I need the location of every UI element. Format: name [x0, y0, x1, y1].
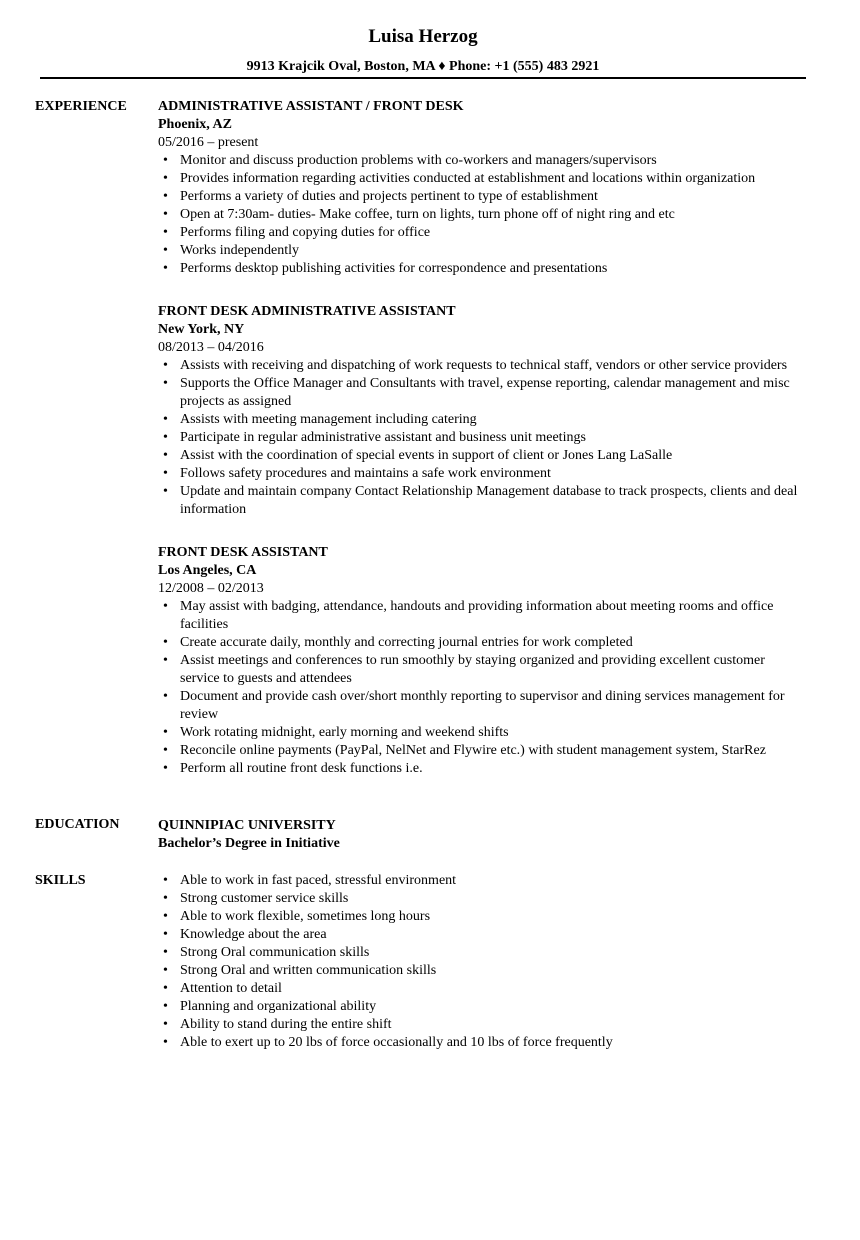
- duty-text: Monitor and discuss production problems with co-workers and managers/supervisors: [180, 153, 657, 168]
- skills-list: [158, 872, 808, 1052]
- job-title: FRONT DESK ASSISTANT: [158, 545, 328, 560]
- job-entry: [158, 303, 808, 519]
- list-item: [158, 742, 808, 760]
- bullet-icon: •: [163, 153, 168, 168]
- duty-text: Update and maintain company Contact Relationship Management database to track prospects, clients and deal information: [180, 484, 798, 517]
- list-item: [158, 890, 808, 908]
- list-item: [158, 465, 808, 483]
- education-heading: EDUCATION: [35, 817, 120, 832]
- bullet-icon: •: [163, 599, 168, 614]
- bullet-icon: •: [163, 1035, 168, 1050]
- list-item: [158, 926, 808, 944]
- duty-text: Assist meetings and conferences to run smoothly by staying organized and providing excellent customer service to guests and attendees: [180, 653, 765, 686]
- list-item: [158, 944, 808, 962]
- list-item: [158, 872, 808, 890]
- duty-text: Assists with meeting management including catering: [180, 412, 477, 427]
- bullet-icon: •: [163, 927, 168, 942]
- header-divider: [40, 77, 806, 79]
- job-dates: 08/2013 – 04/2016: [158, 340, 264, 355]
- list-item: [158, 483, 808, 519]
- bullet-icon: •: [163, 484, 168, 499]
- bullet-icon: •: [163, 430, 168, 445]
- job-duties-list: [158, 357, 808, 519]
- list-item: [158, 998, 808, 1016]
- school-name: QUINNIPIAC UNIVERSITY: [158, 818, 336, 833]
- bullet-icon: •: [163, 743, 168, 758]
- experience-heading: EXPERIENCE: [35, 99, 127, 114]
- list-item: [158, 260, 808, 278]
- job-location: New York, NY: [158, 322, 245, 337]
- bullet-icon: •: [163, 207, 168, 222]
- job-dates: 05/2016 – present: [158, 135, 259, 150]
- skills-section: [158, 872, 808, 1052]
- list-item: [158, 242, 808, 260]
- duty-text: Work rotating midnight, early morning and weekend shifts: [180, 725, 509, 740]
- bullet-icon: •: [163, 243, 168, 258]
- job-duties-list: [158, 598, 808, 778]
- bullet-icon: •: [163, 689, 168, 704]
- duty-text: Works independently: [180, 243, 300, 258]
- bullet-icon: •: [163, 261, 168, 276]
- list-item: [158, 429, 808, 447]
- bullet-icon: •: [163, 171, 168, 186]
- bullet-icon: •: [163, 466, 168, 481]
- bullet-icon: •: [163, 225, 168, 240]
- skill-text: Knowledge about the area: [180, 927, 327, 942]
- bullet-icon: •: [163, 945, 168, 960]
- skill-text: Able to work flexible, sometimes long hours: [180, 909, 431, 924]
- list-item: [158, 760, 808, 778]
- duty-text: Document and provide cash over/short monthly reporting to supervisor and dining services management for review: [180, 689, 785, 722]
- bullet-icon: •: [163, 635, 168, 650]
- skill-text: Able to exert up to 20 lbs of force occasionally and 10 lbs of force frequently: [180, 1035, 613, 1050]
- list-item: [158, 980, 808, 998]
- list-item: [158, 357, 808, 375]
- duty-text: Participate in regular administrative assistant and business unit meetings: [180, 430, 586, 445]
- bullet-icon: •: [163, 999, 168, 1014]
- job-dates: 12/2008 – 02/2013: [158, 581, 264, 596]
- list-item: [158, 1016, 808, 1034]
- list-item: [158, 688, 808, 724]
- list-item: [158, 724, 808, 742]
- job-entry: [158, 98, 808, 278]
- duty-text: Assists with receiving and dispatching of work requests to technical staff, vendors or other service providers: [180, 358, 788, 373]
- list-item: [158, 170, 808, 188]
- bullet-icon: •: [163, 412, 168, 427]
- degree-name: Bachelor’s Degree in Initiative: [158, 836, 340, 851]
- education-section: [158, 817, 808, 853]
- skill-text: Planning and organizational ability: [180, 999, 377, 1014]
- list-item: [158, 411, 808, 429]
- list-item: [158, 224, 808, 242]
- duty-text: Open at 7:30am- duties- Make coffee, turn on lights, turn phone off of night ring and etc: [180, 207, 675, 222]
- bullet-icon: •: [163, 376, 168, 391]
- job-title: FRONT DESK ADMINISTRATIVE ASSISTANT: [158, 304, 456, 319]
- list-item: [158, 375, 808, 411]
- bullet-icon: •: [163, 873, 168, 888]
- skill-text: Strong customer service skills: [180, 891, 349, 906]
- candidate-name: Luisa Herzog: [368, 26, 478, 47]
- bullet-icon: •: [163, 653, 168, 668]
- skill-text: Strong Oral communication skills: [180, 945, 370, 960]
- duty-text: May assist with badging, attendance, handouts and providing information about meeting rooms and office facilities: [180, 599, 774, 632]
- duty-text: Provides information regarding activities conducted at establishment and locations within organization: [180, 171, 756, 186]
- skills-heading: SKILLS: [35, 873, 86, 888]
- list-item: [158, 598, 808, 634]
- bullet-icon: •: [163, 981, 168, 996]
- duty-text: Perform all routine front desk functions i.e.: [180, 761, 423, 776]
- bullet-icon: •: [163, 189, 168, 204]
- contact-line: 9913 Krajcik Oval, Boston, MA ♦ Phone: +1 (555) 483 2921: [246, 59, 600, 74]
- duty-text: Reconcile online payments (PayPal, NelNet and Flywire etc.) with student management system, StarRez: [180, 743, 766, 758]
- duty-text: Follows safety procedures and maintains a safe work environment: [180, 466, 551, 481]
- list-item: [158, 152, 808, 170]
- list-item: [158, 652, 808, 688]
- bullet-icon: •: [163, 1017, 168, 1032]
- job-title: ADMINISTRATIVE ASSISTANT / FRONT DESK: [158, 99, 464, 114]
- job-duties-list: [158, 152, 808, 278]
- list-item: [158, 634, 808, 652]
- duty-text: Performs desktop publishing activities for correspondence and presentations: [180, 261, 608, 276]
- duty-text: Assist with the coordination of special events in support of client or Jones Lang LaSalle: [180, 448, 673, 463]
- job-location: Phoenix, AZ: [158, 117, 232, 132]
- duty-text: Supports the Office Manager and Consultants with travel, expense reporting, calendar management and misc projects as assigned: [180, 376, 790, 409]
- bullet-icon: •: [163, 891, 168, 906]
- bullet-icon: •: [163, 448, 168, 463]
- bullet-icon: •: [163, 725, 168, 740]
- list-item: [158, 1034, 808, 1052]
- list-item: [158, 206, 808, 224]
- list-item: [158, 447, 808, 465]
- job-location: Los Angeles, CA: [158, 563, 257, 578]
- list-item: [158, 962, 808, 980]
- bullet-icon: •: [163, 963, 168, 978]
- skill-text: Attention to detail: [180, 981, 282, 996]
- skill-text: Able to work in fast paced, stressful environment: [180, 873, 457, 888]
- duty-text: Performs a variety of duties and projects pertinent to type of establishment: [180, 189, 598, 204]
- skill-text: Strong Oral and written communication skills: [180, 963, 437, 978]
- bullet-icon: •: [163, 761, 168, 776]
- duty-text: Create accurate daily, monthly and correcting journal entries for work completed: [180, 635, 633, 650]
- duty-text: Performs filing and copying duties for office: [180, 225, 431, 240]
- job-entry: [158, 544, 808, 778]
- skill-text: Ability to stand during the entire shift: [180, 1017, 392, 1032]
- list-item: [158, 908, 808, 926]
- bullet-icon: •: [163, 358, 168, 373]
- experience-section: [158, 98, 808, 778]
- bullet-icon: •: [163, 909, 168, 924]
- list-item: [158, 188, 808, 206]
